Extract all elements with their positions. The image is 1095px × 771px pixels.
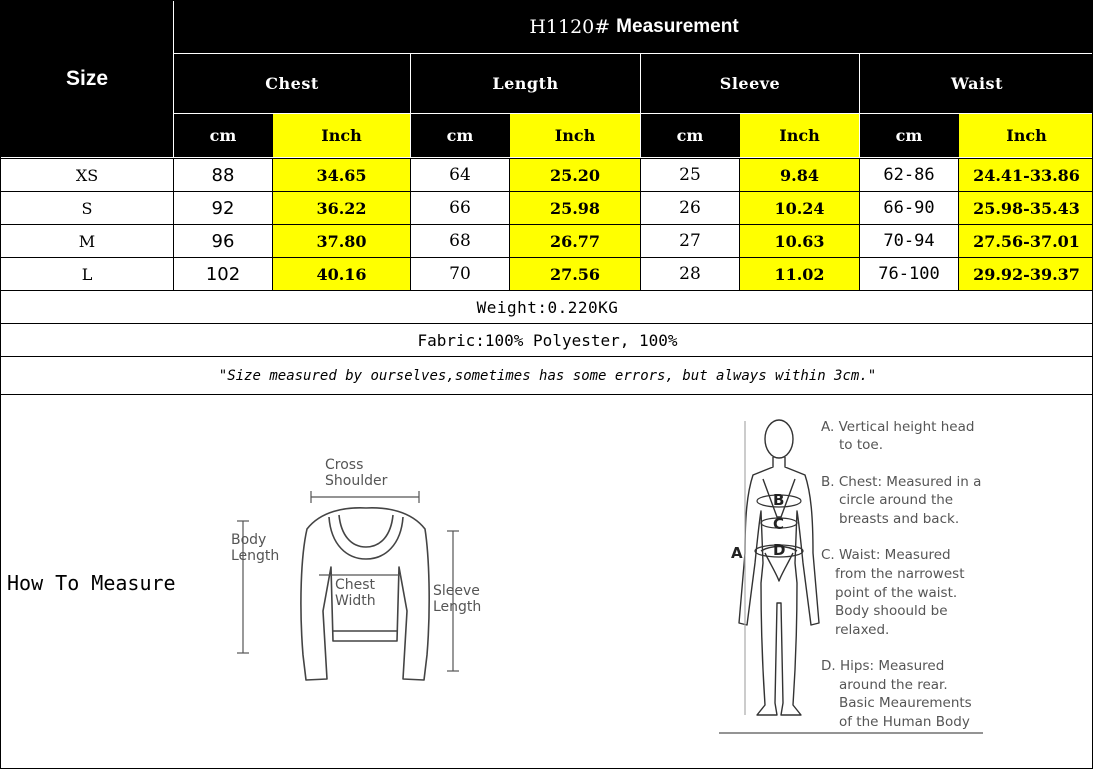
mark-a: A: [731, 544, 743, 562]
length-cm-cell: 64: [410, 159, 509, 191]
sleeve-cm-header: cm: [640, 114, 739, 157]
cross-label: Cross: [325, 457, 364, 473]
group-length: Length: [410, 54, 640, 114]
note-b1: B. Chest: Measured in a: [821, 474, 982, 490]
size-cell: L: [81, 264, 93, 284]
waist-cm-cell: 70-94: [859, 225, 958, 257]
length-cm-cell: 70: [410, 258, 509, 290]
waist-inch-cell: 27.56-37.01: [958, 225, 1093, 257]
mark-d: D: [773, 541, 786, 559]
how-to-measure-section: [1, 394, 1093, 769]
sleeve-inch-header: Inch: [739, 114, 859, 157]
chest-width-label: Width: [335, 593, 376, 609]
chest-inch-cell: 36.22: [272, 192, 410, 224]
length-inch-cell: 26.77: [509, 225, 640, 257]
garment-diagram: [221, 455, 501, 690]
sleeve-inch-cell: 10.24: [739, 192, 859, 224]
note-d1: D. Hips: Measured: [821, 658, 945, 674]
group-sleeve: Sleeve: [640, 54, 859, 114]
note-b3: breasts and back.: [839, 511, 960, 527]
chest-cm-cell: 102: [173, 258, 272, 290]
sleeve-cm-cell: 28: [640, 258, 739, 290]
length-cm-header: cm: [410, 114, 509, 157]
product-code: H1120#: [529, 16, 611, 38]
body-length-label: Length: [231, 548, 280, 564]
length-cm-cell: 68: [410, 225, 509, 257]
chart-title: [173, 1, 1093, 54]
note-a1: A. Vertical height head: [821, 419, 975, 435]
waist-cm-cell: 66-90: [859, 192, 958, 224]
chest-cm-header: cm: [173, 114, 272, 157]
sleeve-cm-cell: 26: [640, 192, 739, 224]
how-to-measure-label: How To Measure: [7, 571, 176, 595]
sleeve-inch-cell: 9.84: [739, 159, 859, 191]
length-inch-cell: 25.20: [509, 159, 640, 191]
sleeve-length-label: Length: [433, 599, 482, 615]
note-d2: around the rear.: [839, 677, 948, 693]
shoulder-label: Shoulder: [325, 473, 388, 489]
waist-inch-cell: 25.98-35.43: [958, 192, 1093, 224]
length-cm-cell: 66: [410, 192, 509, 224]
note-b2: circle around the: [839, 492, 954, 508]
sleeve-inch-cell: 10.63: [739, 225, 859, 257]
note-c5: relaxed.: [835, 622, 890, 638]
body-label: Body: [231, 532, 267, 548]
waist-inch-cell: 24.41-33.86: [958, 159, 1093, 191]
sleeve-inch-cell: 11.02: [739, 258, 859, 290]
body-diagram: [717, 413, 993, 738]
size-cell: M: [78, 231, 96, 251]
title-word: Measurement: [616, 16, 739, 37]
mark-b: B: [773, 491, 785, 509]
mark-c: C: [773, 515, 785, 533]
fabric-line: Fabric:100% Polyester, 100%: [1, 323, 1093, 356]
waist-cm-cell: 62-86: [859, 159, 958, 191]
size-cell: S: [81, 198, 93, 218]
note-d3: Basic Meaurements: [839, 695, 972, 711]
length-inch-cell: 27.56: [509, 258, 640, 290]
table-row: [1, 158, 1093, 191]
measurement-note: "Size measured by ourselves,sometimes has some errors, but always within 3cm.": [1, 356, 1093, 394]
chest-cm-cell: 92: [173, 192, 272, 224]
waist-inch-cell: 29.92-39.37: [958, 258, 1093, 290]
note-c1: C. Waist: Measured: [821, 547, 951, 563]
length-inch-cell: 25.98: [509, 192, 640, 224]
chest-inch-header: Inch: [272, 114, 410, 157]
chest-cm-cell: 96: [173, 225, 272, 257]
note-c4: Body shoould be: [835, 603, 948, 619]
group-waist: Waist: [859, 54, 1093, 114]
waist-inch-header: Inch: [958, 114, 1093, 157]
sleeve-label: Sleeve: [433, 583, 480, 599]
note-d4: of the Human Body: [839, 714, 970, 730]
size-header: Size: [1, 1, 173, 157]
waist-cm-cell: 76-100: [859, 258, 958, 290]
table-row: [1, 191, 1093, 224]
group-chest: Chest: [173, 54, 410, 114]
note-c3: point of the waist.: [835, 585, 958, 601]
chest-inch-cell: 40.16: [272, 258, 410, 290]
table-row: [1, 224, 1093, 257]
note-a2: to toe.: [839, 437, 883, 453]
weight-line: Weight:0.220KG: [1, 290, 1093, 323]
note-c2: from the narrowest: [835, 566, 965, 582]
table-row: [1, 257, 1093, 290]
chest-inch-cell: 34.65: [272, 159, 410, 191]
sleeve-cm-cell: 27: [640, 225, 739, 257]
size-cell: XS: [75, 165, 99, 185]
chest-inch-cell: 37.80: [272, 225, 410, 257]
sleeve-cm-cell: 25: [640, 159, 739, 191]
chest-label: Chest: [335, 577, 376, 593]
length-inch-header: Inch: [509, 114, 640, 157]
chest-cm-cell: 88: [173, 159, 272, 191]
waist-cm-header: cm: [859, 114, 958, 157]
